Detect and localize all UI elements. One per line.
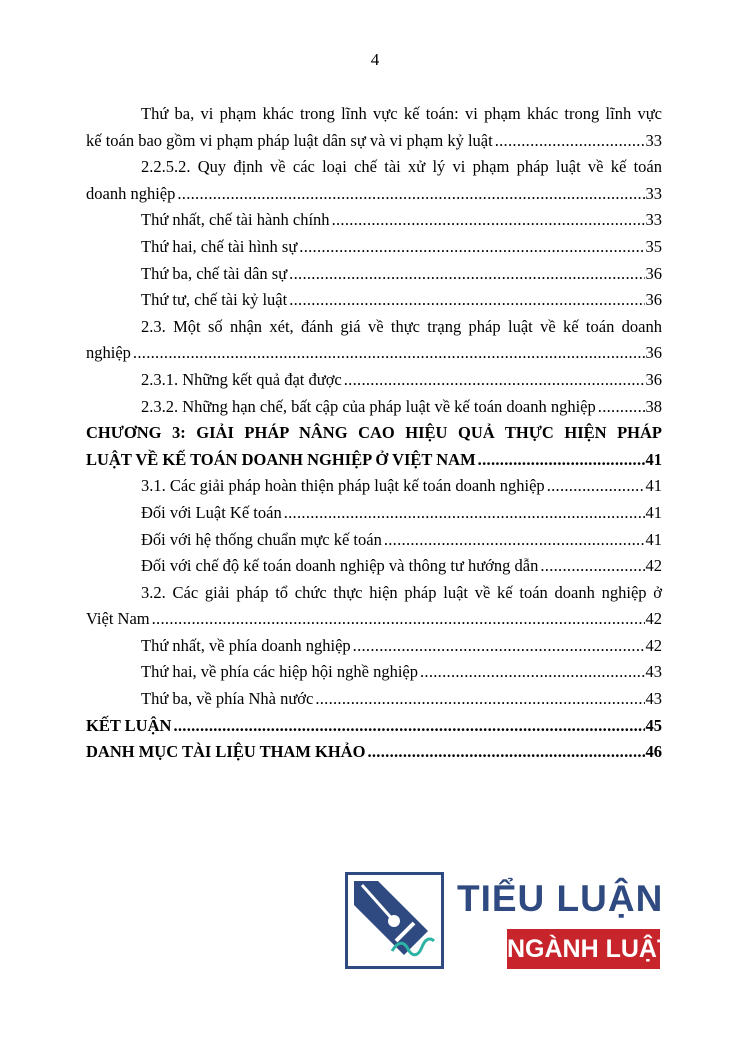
- toc-entry-title: Thứ hai, về phía các hiệp hội nghề nghiệp: [141, 662, 418, 682]
- toc-entry-title: LUẬT VỀ KẾ TOÁN DOANH NGHIỆP Ở VIỆT NAM: [86, 449, 476, 469]
- toc-entry-title: Thứ nhất, chế tài hành chính: [141, 210, 330, 230]
- dot-leader: [547, 473, 645, 500]
- dot-leader: [173, 713, 644, 740]
- toc-entry-title: Thứ hai, chế tài hình sự: [141, 236, 298, 256]
- toc-entry-row: [86, 128, 662, 155]
- toc-entry-page: 45: [645, 715, 662, 735]
- dot-leader: [384, 527, 645, 554]
- toc-entry-page: 41: [645, 449, 662, 469]
- dot-leader: [284, 500, 645, 527]
- toc-entry: [86, 314, 662, 367]
- dot-leader: [332, 207, 645, 234]
- toc-entry: [86, 234, 662, 261]
- toc-entry-row: [86, 367, 662, 394]
- toc-entry-row: [86, 261, 662, 288]
- dot-leader: [177, 181, 644, 208]
- toc-entry-row: [86, 181, 662, 208]
- toc-entry-title: kế toán bao gồm vi phạm pháp luật dân sự và vi phạm kỷ luật: [86, 130, 493, 150]
- toc-entry-title: DANH MỤC TÀI LIỆU THAM KHẢO: [86, 742, 366, 762]
- dot-leader: [344, 367, 645, 394]
- toc-entry-title: 3.1. Các giải pháp hoàn thiện pháp luật kế toán doanh nghiệp: [141, 476, 545, 496]
- toc-entry-title: Đối với Luật Kế toán: [141, 502, 282, 522]
- dot-leader: [420, 659, 645, 686]
- toc-entry: [86, 527, 662, 554]
- toc-entry-page: 46: [645, 742, 662, 762]
- toc-entry-page: 38: [645, 396, 662, 416]
- toc-entry-row: [86, 606, 662, 633]
- toc-entry-row: [86, 659, 662, 686]
- toc-entry-page: 43: [645, 662, 662, 682]
- toc-entry-first-line: 2.3. Một số nhận xét, đánh giá về thực trạng pháp luật về kế toán doanh: [141, 316, 662, 336]
- toc-entry-page: 33: [645, 130, 662, 150]
- toc-entry-page: 41: [645, 502, 662, 522]
- toc-entry-title: Thứ ba, về phía Nhà nước: [141, 689, 314, 709]
- toc-entry-row: [86, 500, 662, 527]
- toc-entry: [86, 553, 662, 580]
- toc-entry-title: Thứ tư, chế tài kỷ luật: [141, 290, 288, 310]
- page-number: 4: [370, 50, 380, 69]
- toc-entry: [86, 261, 662, 288]
- toc-entry: [86, 420, 662, 473]
- toc-entry-first-line: Thứ ba, vi phạm khác trong lĩnh vực kế toán: vi phạm khác trong lĩnh vực: [141, 104, 662, 123]
- toc-entry-title: Việt Nam: [86, 609, 150, 629]
- toc-entry-row: [86, 234, 662, 261]
- toc-entry: [86, 659, 662, 686]
- toc-entry-title: 2.3.2. Những hạn chế, bất cập của pháp luật về kế toán doanh nghiệp: [141, 396, 596, 416]
- dot-leader: [133, 340, 645, 367]
- toc-entry-row: [86, 473, 662, 500]
- toc-entry-page: 35: [645, 236, 662, 256]
- dot-leader: [478, 447, 645, 474]
- toc-entry-title: Thứ nhất, về phía doanh nghiệp: [141, 635, 351, 655]
- logo-subtitle: NGÀNH LUẬT: [507, 929, 660, 969]
- toc-entry-title: KẾT LUẬN: [86, 715, 172, 735]
- toc-entry: [86, 580, 662, 633]
- toc-entry-first-line: CHƯƠNG 3: GIẢI PHÁP NÂNG CAO HIỆU QUẢ THỰC HIỆN PHÁP: [86, 423, 662, 443]
- toc-entry-title: Thứ ba, chế tài dân sự: [141, 263, 288, 283]
- dot-leader: [289, 287, 644, 314]
- toc-entry-page: 36: [645, 263, 662, 283]
- toc-entry-row: [86, 287, 662, 314]
- toc-entry-row: [86, 447, 662, 474]
- toc-entry-page: 33: [645, 210, 662, 230]
- dot-leader: [540, 553, 644, 580]
- toc-entry: [86, 367, 662, 394]
- toc-entry-page: 36: [645, 290, 662, 310]
- dot-leader: [315, 686, 644, 713]
- toc-entry-page: 41: [645, 529, 662, 549]
- toc-entry-page: 43: [645, 689, 662, 709]
- toc-entry-row: [86, 713, 662, 740]
- toc-entry-page: 33: [645, 183, 662, 203]
- dot-leader: [299, 234, 644, 261]
- toc-entry-row: [86, 527, 662, 554]
- pen-nib-icon: [345, 872, 444, 969]
- toc-entry-first-line: 2.2.5.2. Quy định về các loại chế tài xử lý vi phạm pháp luật về kế toán: [141, 157, 662, 177]
- toc-entry-title: Đối với chế độ kế toán doanh nghiệp và thông tư hướng dẫn: [141, 556, 539, 576]
- toc-entry: [86, 500, 662, 527]
- toc-entry-row: [86, 207, 662, 234]
- dot-leader: [367, 739, 644, 766]
- toc-entry-row: [86, 553, 662, 580]
- toc-entry-page: 36: [645, 343, 662, 363]
- dot-leader: [495, 128, 645, 155]
- toc-entry-row: [86, 739, 662, 766]
- toc-entry: [86, 633, 662, 660]
- toc-entry: [86, 101, 662, 154]
- toc-entry-title: 2.3.1. Những kết quả đạt được: [141, 369, 342, 389]
- toc-entry-title: doanh nghiệp: [86, 183, 176, 203]
- toc-entry: [86, 686, 662, 713]
- toc-entry-row: [86, 394, 662, 421]
- dot-leader: [289, 261, 644, 288]
- dot-leader: [152, 606, 645, 633]
- dot-leader: [353, 633, 645, 660]
- toc-entry: [86, 473, 662, 500]
- toc-entry-row: [86, 633, 662, 660]
- toc-entry-page: 42: [645, 609, 662, 629]
- toc-entry-first-line: 3.2. Các giải pháp tổ chức thực hiện pháp luật về kế toán doanh nghiệp ở: [141, 582, 662, 602]
- dot-leader: [598, 394, 645, 421]
- toc-entry: [86, 207, 662, 234]
- logo-title: TIỂU LUẬN: [457, 878, 664, 919]
- toc-entry: [86, 713, 662, 740]
- brand-logo: [345, 872, 673, 972]
- toc-entry: [86, 394, 662, 421]
- toc-entry-row: [86, 686, 662, 713]
- toc-entry-page: 36: [645, 369, 662, 389]
- toc-entry-page: 41: [645, 476, 662, 496]
- table-of-contents: [86, 101, 662, 766]
- toc-entry-page: 42: [645, 556, 662, 576]
- toc-entry-title: nghiệp: [86, 343, 131, 363]
- toc-entry: [86, 739, 662, 766]
- toc-entry-title: Đối với hệ thống chuẩn mực kế toán: [141, 529, 382, 549]
- toc-entry: [86, 287, 662, 314]
- toc-entry: [86, 154, 662, 207]
- toc-entry-row: [86, 340, 662, 367]
- toc-entry-page: 42: [645, 635, 662, 655]
